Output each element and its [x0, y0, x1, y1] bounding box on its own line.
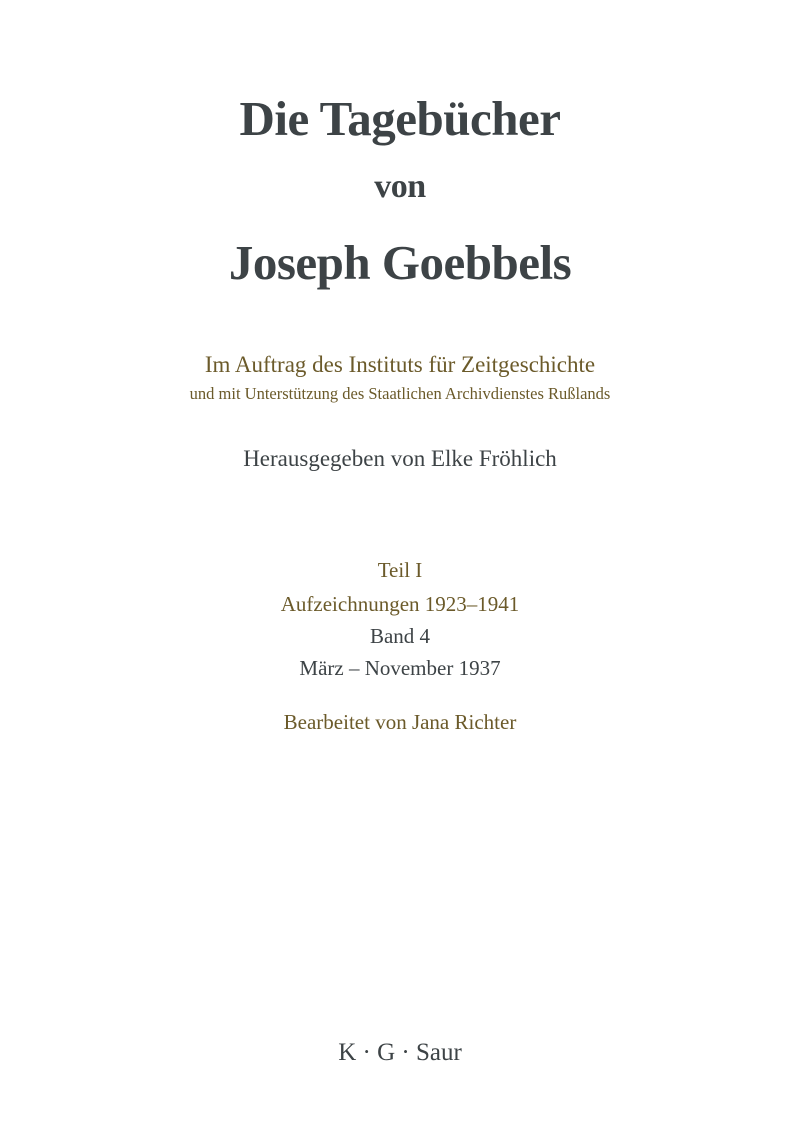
period-range: März – November 1937: [299, 656, 501, 680]
adapted-by-line: Bearbeitet von Jana Richter: [283, 710, 517, 734]
publisher-name: K · G · Saur: [338, 1039, 462, 1066]
notes-range: Aufzeichnungen 1923–1941: [280, 592, 520, 616]
editor-line: Herausgegeben von Elke Fröhlich: [243, 446, 557, 471]
book-title-line-3: Joseph Goebbels: [228, 235, 572, 290]
part-label: Teil I: [377, 558, 423, 582]
volume-label: Band 4: [369, 624, 431, 648]
book-title-line-2: von: [374, 168, 426, 205]
commission-line: Im Auftrag des Instituts für Zeitgeschichte: [204, 352, 596, 377]
book-title-line-1: Die Tagebücher: [239, 91, 561, 146]
support-line: und mit Unterstützung des Staatlichen Archivdienstes Rußlands: [189, 384, 611, 403]
